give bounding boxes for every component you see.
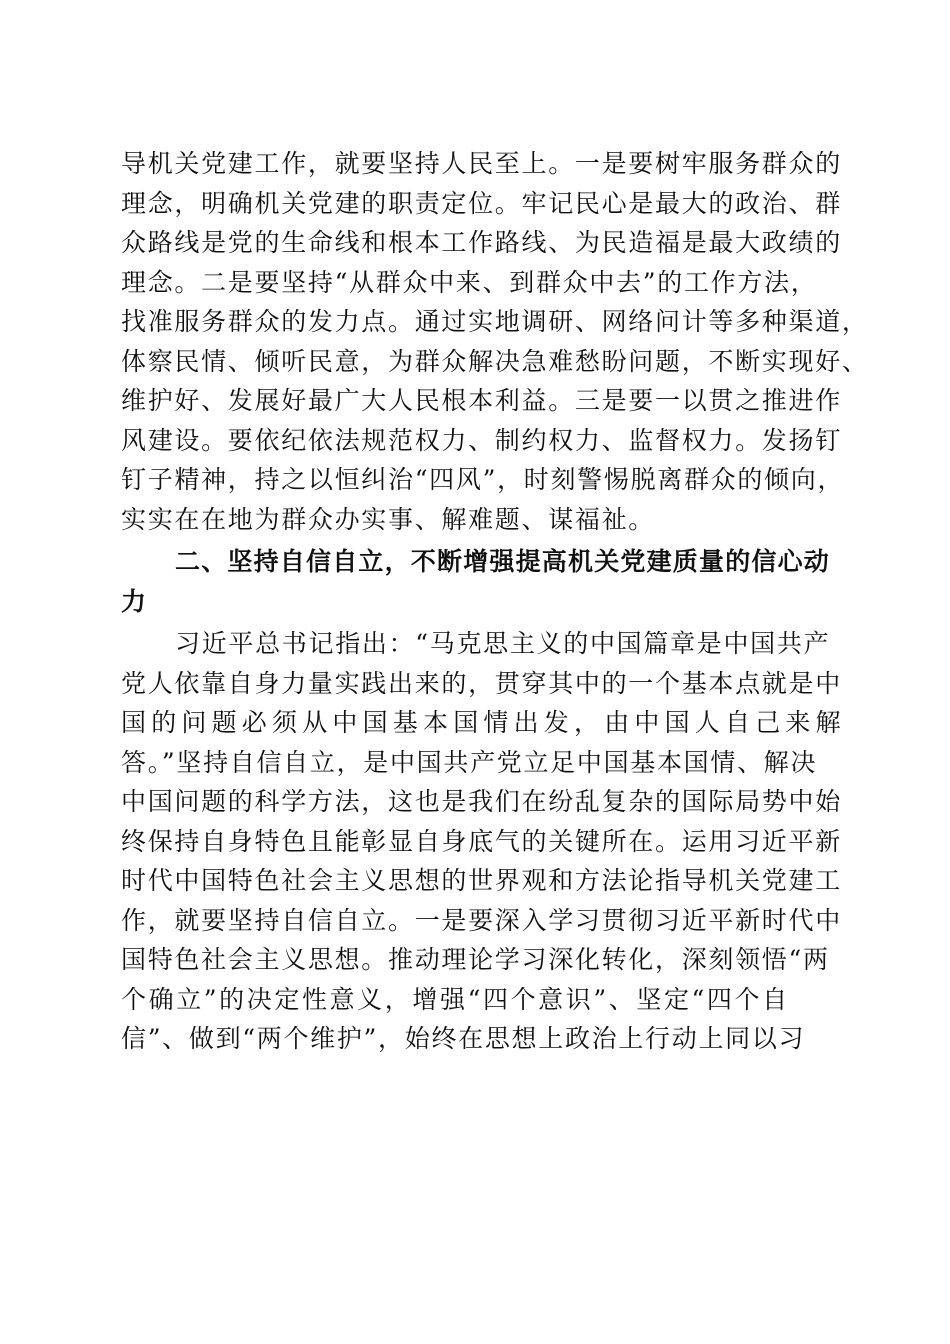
paragraph-line: 找准服务群众的发力点。通过实地调研、网络问计等多种渠道， — [121, 307, 869, 336]
section-heading-continued: 力 — [121, 586, 148, 616]
paragraph-line: 中国问题的科学方法，这也是我们在纷乱复杂的国际局势中始 — [121, 787, 842, 816]
paragraph-line: 答。”坚持自信自立，是中国共产党立足中国基本国情、解决 — [121, 747, 818, 777]
section-heading: 二、坚持自信自立，不断增强提高机关党建质量的信心动 — [175, 547, 831, 576]
paragraph-line: 众路线是党的生命线和根本工作路线、为民造福是最大政绩的 — [121, 228, 842, 257]
paragraph-line: 国特色社会主义思想。推动理论学习深化转化，深刻领悟“两 — [121, 945, 830, 974]
paragraph-line: 钉子精神，持之以恒纠治“四风”，时刻警惕脱离群众的倾向， — [121, 465, 845, 494]
paragraph-line: 终保持自身特色且能彰显自身底气的关键所在。运用习近平新 — [121, 826, 842, 856]
paragraph-line: 习近平总书记指出：“马克思主义的中国篇章是中国共产 — [175, 629, 831, 658]
paragraph-line: 个确立”的决定性意义，增强“四个意识”、坚定“四个自 — [121, 984, 790, 1014]
paragraph-line: 维护好、发展好最广大人民根本利益。三是要一以贯之推进作 — [121, 386, 842, 415]
paragraph-line: 国的问题必须从中国基本国情出发，由中国人自己来解 — [121, 708, 846, 737]
paragraph-line: 体察民情、倾听民意，为群众解决急难愁盼问题，不断实现好、 — [121, 346, 869, 376]
paragraph-line: 实实在在地为群众办实事、解难题、谋福祉。 — [121, 504, 656, 534]
document-body — [121, 144, 869, 1059]
paragraph-line: 时代中国特色社会主义思想的世界观和方法论指导机关党建工 — [121, 866, 842, 895]
paragraph-line: 信”、做到“两个维护”，始终在思想上政治上行动上同以习 — [121, 1024, 806, 1053]
paragraph-line: 作，就要坚持自信自立。一是要深入学习贯彻习近平新时代中 — [121, 905, 842, 935]
paragraph-line: 党人依靠自身力量实践出来的，贯穿其中的一个基本点就是中 — [121, 668, 842, 698]
paragraph-line: 理念。二是要坚持“从群众中来、到群众中去”的工作方法， — [121, 267, 818, 297]
paragraph-line: 导机关党建工作，就要坚持人民至上。一是要树牢服务群众的 — [121, 149, 842, 178]
paragraph-line: 风建设。要依纪依法规范权力、制约权力、监督权力。发扬钉 — [121, 425, 842, 455]
paragraph-line: 理念，明确机关党建的职责定位。牢记民心是最大的政治、群 — [121, 188, 842, 218]
